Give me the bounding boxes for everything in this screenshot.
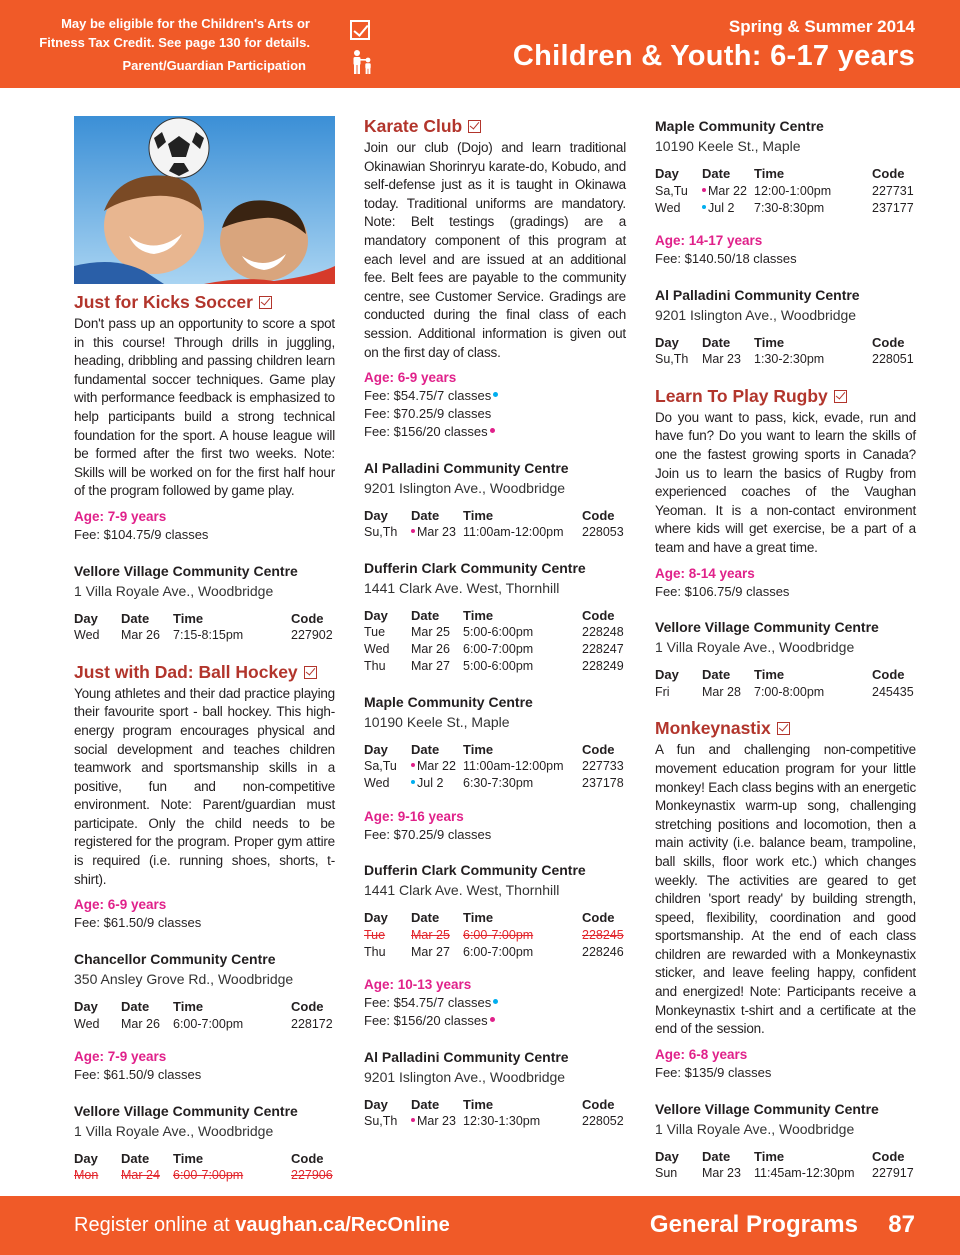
cell-day: Tue <box>364 625 386 640</box>
cell-day: Wed <box>74 628 100 643</box>
table-header <box>655 334 916 351</box>
location-name: Maple Community Centre <box>655 118 824 134</box>
soccer-kids-photo <box>74 116 335 284</box>
fee <box>364 387 626 405</box>
program-description: Join our club (Dojo) and learn traditional Okinawian Shorinryu karate-do, Kobudo, and self-defense just as it is taught in Okinawa today. Traditional uniforms are mandatory. Note: Belt testings (gradings) are a mandatory component of this program at each level and are issued at an additional fee. Belt fees are payable to the community centre, see Customer Service. Gradings are conducted during the final class of each session. Additional information is given out on the first day of class. <box>364 140 626 360</box>
schedule-table <box>655 1148 916 1182</box>
cell-time: 11:00am-12:00pm <box>463 759 564 774</box>
program-karate-continued <box>655 116 916 368</box>
header-date: Date <box>411 1096 440 1112</box>
cell-code: 227902 <box>291 628 333 643</box>
location-name: Dufferin Clark Community Centre <box>364 862 586 879</box>
location-name: Chancellor Community Centre <box>74 951 276 968</box>
header-date: Date <box>702 1148 731 1164</box>
checkbox-icon <box>834 390 847 403</box>
location-address: 1 Villa Royale Ave., Woodbridge <box>74 582 274 599</box>
checkbox-icon <box>304 666 317 679</box>
header-date: Date <box>702 334 731 350</box>
fee: Fee: $61.50/9 classes <box>74 915 202 931</box>
header-time: Time <box>463 507 494 523</box>
cell-date: Mar 26 <box>121 1016 160 1031</box>
fee <box>364 1012 626 1030</box>
header-day: Day <box>364 741 388 757</box>
table-row-cancelled <box>364 926 626 943</box>
cell-time: 5:00-6:00pm <box>463 659 534 674</box>
location <box>655 116 916 216</box>
cell-day: Wed <box>74 1016 100 1031</box>
table-row <box>364 1113 626 1130</box>
schedule-table <box>655 165 916 216</box>
cell-code: 228052 <box>582 1114 624 1129</box>
program-description: Don't pass up an opportunity to score a spot in this course! Through drills in juggling, heading, dribbling and passing children learn fundamental soccer techniques. Game play with performance feedback is emphasized to help participants build a strong technical foundation for the sport. A house league will be formed after the first two weeks. Note: Skills will be worked on for the first half hour of the program followed by game play. <box>74 316 335 499</box>
table-row <box>364 658 626 675</box>
location <box>655 285 916 368</box>
program-karate <box>364 116 626 1130</box>
blue-dot-marker <box>411 780 415 784</box>
cell-time: 6:00-7:00pm <box>463 927 534 942</box>
location-address: 1441 Clark Ave. West, Thornhill <box>364 882 560 899</box>
header-day: Day <box>364 910 388 926</box>
cell-date: Mar 25 <box>411 625 450 640</box>
header-code: Code <box>872 1148 905 1164</box>
location-name: Vellore Village Community Centre <box>655 619 879 636</box>
cell-date-text: Mar 23 <box>417 1114 456 1129</box>
cell-date: Mar 27 <box>411 659 450 674</box>
schedule-table <box>364 1096 626 1130</box>
location-name: Vellore Village Community Centre <box>655 1100 879 1117</box>
program-title <box>74 662 335 683</box>
location-name: Al Palladini Community Centre <box>655 286 860 303</box>
header-time: Time <box>754 334 785 350</box>
cell-date: Mar 24 <box>121 1168 160 1183</box>
table-row <box>364 775 626 792</box>
fee: Fee: $61.50/9 classes <box>74 1067 202 1083</box>
legend-icons <box>348 20 378 74</box>
register-link[interactable]: vaughan.ca/RecOnline <box>235 1214 450 1236</box>
parent-participation-label: Parent/Guardian Participation <box>122 58 306 73</box>
location-address: 1441 Clark Ave. West, Thornhill <box>364 579 560 596</box>
header-date: Date <box>121 1150 150 1166</box>
program-title-text: Learn To Play Rugby <box>655 385 828 406</box>
age-range: Age: 14-17 years <box>655 233 763 248</box>
header-code: Code <box>872 334 905 350</box>
cell-time: 12:00-1:00pm <box>754 183 832 198</box>
location-name: Al Palladini Community Centre <box>364 459 569 476</box>
cell-code: 227917 <box>872 1166 914 1181</box>
table-row <box>364 758 626 775</box>
cell-day: Tue <box>364 927 386 942</box>
page-number: 87 <box>888 1211 915 1238</box>
location <box>364 458 626 541</box>
fee <box>364 423 626 441</box>
cell-time: 6:30-7:30pm <box>463 776 534 791</box>
location-address: 10190 Keele St., Maple <box>364 713 510 730</box>
table-header <box>74 1150 335 1167</box>
header-day: Day <box>655 334 679 350</box>
location <box>364 860 626 960</box>
location-name: Vellore Village Community Centre <box>74 562 298 579</box>
header-code: Code <box>582 507 615 523</box>
header-time: Time <box>173 999 204 1015</box>
cell-time: 6:00-7:00pm <box>463 642 534 657</box>
page-footer <box>0 1196 960 1255</box>
header-day: Day <box>364 507 388 523</box>
pink-dot-marker <box>411 1118 415 1122</box>
cell-code: 228053 <box>582 525 624 540</box>
cell-code: 228246 <box>582 944 624 959</box>
cell-time: 7:00-8:00pm <box>754 684 825 699</box>
table-header <box>364 1096 626 1113</box>
age-range: Age: 6-9 years <box>74 897 167 913</box>
program-title <box>364 116 626 137</box>
location-name: Al Palladini Community Centre <box>364 1048 569 1065</box>
pink-dot-marker <box>411 763 415 767</box>
tax-credit-note-line1: May be eligible for the Children's Arts or <box>61 16 310 31</box>
cell-code: 228247 <box>582 642 624 657</box>
location-address: 1 Villa Royale Ave., Woodbridge <box>655 1120 855 1137</box>
cell-date: Mar 25 <box>411 927 450 942</box>
cell-day: Su,Th <box>364 1114 398 1129</box>
program-description: Young athletes and their dad practice playing their favourite sport - ball hockey. This high-energy program encourages physical and social development and teaches children teamwork and sportsmanship skills in a positive, fun and non-competitive environment. Note: Parent/guardian must participate. Only the child needs to be registered for the program. Proper gym attire is required (i.e. running shoes, shorts, t-shirt). <box>74 685 335 887</box>
table-header <box>74 610 335 627</box>
program-title <box>655 386 916 407</box>
table-header <box>364 909 626 926</box>
register-prefix: Register online at <box>74 1214 236 1236</box>
header-day: Day <box>655 667 679 683</box>
table-row <box>655 683 916 700</box>
age-range: Age: 6-8 years <box>655 1046 748 1062</box>
header-code: Code <box>291 610 324 626</box>
cell-date <box>411 775 463 792</box>
location <box>74 949 335 1032</box>
schedule-table <box>655 334 916 368</box>
table-row <box>364 943 626 960</box>
header-date: Date <box>121 610 150 626</box>
section-name: General Programs <box>649 1211 858 1238</box>
cell-day: Thu <box>364 944 386 959</box>
cell-date <box>702 199 754 216</box>
table-row <box>655 182 916 199</box>
header-time: Time <box>463 910 494 926</box>
cell-code: 228248 <box>582 625 624 640</box>
table-header <box>364 741 626 758</box>
location <box>74 1101 335 1184</box>
cell-code: 228245 <box>582 927 624 942</box>
blue-dot-marker <box>493 999 498 1004</box>
header-code: Code <box>291 1150 324 1166</box>
header-date: Date <box>411 507 440 523</box>
parent-child-icon <box>348 50 378 74</box>
header-time: Time <box>463 1096 494 1112</box>
cell-time: 7:30-8:30pm <box>754 200 825 215</box>
page-header <box>0 0 960 88</box>
table-row <box>74 627 335 644</box>
header-code: Code <box>582 607 615 623</box>
cell-date <box>411 524 463 541</box>
pink-dot-marker <box>411 529 415 533</box>
cell-code: 228249 <box>582 659 624 674</box>
cell-time: 1:30-2:30pm <box>754 352 825 367</box>
schedule-table <box>364 507 626 541</box>
location-name: Dufferin Clark Community Centre <box>364 559 586 576</box>
schedule-table <box>655 666 916 700</box>
program-monkeynastix <box>655 718 916 1181</box>
program-soccer <box>74 292 335 644</box>
location-address: 350 Ansley Grove Rd., Woodbridge <box>74 971 294 988</box>
column-3 <box>655 116 916 1182</box>
fee: Fee: $70.25/9 classes <box>364 826 492 842</box>
cell-code: 227906 <box>291 1168 333 1183</box>
table-row <box>655 199 916 216</box>
fee <box>364 994 626 1012</box>
table-row <box>655 1165 916 1182</box>
cell-day: Mon <box>74 1168 99 1183</box>
fee: Fee: $140.50/18 classes <box>655 251 797 266</box>
header-code: Code <box>582 910 615 926</box>
tax-credit-note <box>30 14 310 52</box>
schedule-table <box>74 610 335 644</box>
cell-date <box>702 182 754 199</box>
header-time: Time <box>173 610 204 626</box>
table-row-cancelled <box>74 1167 335 1184</box>
location-address: 1 Villa Royale Ave., Woodbridge <box>655 639 855 656</box>
fee-text: Fee: $54.75/7 classes <box>364 388 492 404</box>
cell-day: Wed <box>364 776 390 791</box>
header-date: Date <box>411 607 440 623</box>
location-address: 9201 Islington Ave., Woodbridge <box>655 306 857 323</box>
table-row <box>364 641 626 658</box>
header-day: Day <box>74 999 98 1015</box>
cell-date: Mar 26 <box>411 642 450 657</box>
location-name: Maple Community Centre <box>364 693 533 710</box>
header-day: Day <box>74 1150 98 1166</box>
header-time: Time <box>173 1150 204 1166</box>
cell-date: Mar 26 <box>121 628 160 643</box>
schedule-table <box>364 909 626 960</box>
cell-date: Mar 23 <box>702 1166 741 1181</box>
location <box>655 617 916 700</box>
program-ball-hockey <box>74 662 335 1184</box>
location-address: 10190 Keele St., Maple <box>655 138 801 154</box>
header-code: Code <box>872 667 905 683</box>
table-header <box>655 1148 916 1165</box>
cell-time: 6:00-7:00pm <box>173 1016 244 1031</box>
pink-dot-marker <box>702 188 706 192</box>
table-row <box>364 624 626 641</box>
table-header <box>74 998 335 1015</box>
cell-date-text: Jul 2 <box>417 776 444 791</box>
cell-date: Mar 23 <box>702 352 741 367</box>
header-date: Date <box>702 667 731 683</box>
schedule-table <box>364 607 626 675</box>
season-label: Spring & Summer 2014 <box>728 17 915 36</box>
program-title-text: Karate Club <box>364 116 463 136</box>
cell-day: Sa,Tu <box>655 183 688 198</box>
cell-date <box>411 1113 463 1130</box>
program-title-text: Just for Kicks Soccer <box>74 292 253 312</box>
cell-date-text: Jul 2 <box>708 200 735 215</box>
table-header <box>655 666 916 683</box>
cell-day: Wed <box>655 200 681 215</box>
checkbox-icon <box>468 120 481 133</box>
cell-code: 227731 <box>872 183 914 198</box>
cell-date <box>411 758 463 775</box>
schedule-table <box>74 1150 335 1184</box>
header-time: Time <box>463 741 494 757</box>
fee: Fee: $104.75/9 classes <box>74 526 209 542</box>
checkbox-icon <box>259 296 272 309</box>
cell-date: Mar 28 <box>702 684 741 699</box>
header-date: Date <box>411 741 440 757</box>
pink-dot-marker <box>490 1017 495 1022</box>
header-time: Time <box>463 607 494 623</box>
cell-code: 228172 <box>291 1016 333 1031</box>
location-name: Vellore Village Community Centre <box>74 1102 298 1119</box>
program-description: A fun and challenging non-competitive movement education program for your little monkey! Each class begins with an energetic Monkeynastix warm-up song, challenging stretching positions and locomotion, then a main activity (i.e. balance beam, trampoline, ball skills, floor work etc.) which changes weekly. The activities are geared to get children 'sport ready' by building strength, speed, flexibility, coordination and good sportsmanship. At the end of each class children are rewarded with a Monkeynastix sticker, and leave feeling happy, confident and energized! Note: Participants receive a Monkeynastix t-shirt and a certificate at the end of the session. <box>655 742 916 1037</box>
cell-day: Su,Th <box>655 352 689 367</box>
header-code: Code <box>582 741 615 757</box>
pink-dot-marker <box>490 428 495 433</box>
cell-time: 12:30-1:30pm <box>463 1114 541 1129</box>
cell-date-text: Mar 22 <box>417 759 456 774</box>
age-range: Age: 7-9 years <box>74 508 167 524</box>
table-row <box>655 351 916 368</box>
age-range: Age: 8-14 years <box>655 565 755 581</box>
fee-text: Fee: $156/20 classes <box>364 423 488 439</box>
tax-credit-note-line2: Fitness Tax Credit. See page 130 for details. <box>39 35 310 50</box>
page-title: Children & Youth: 6-17 years <box>512 40 915 72</box>
cell-time: 11:45am-12:30pm <box>754 1166 855 1181</box>
program-description: Do you want to pass, kick, evade, run and have fun? Do you want to learn the skills of one the fastest growing sports in Canada? Join us to learn the basics of Rugby from experienced coaches of the Vaughan Yeoman. It is a non-contact environment where kids will get exercise, be a part of a team and have a great time. <box>655 409 916 555</box>
cell-code: 237177 <box>872 200 914 215</box>
cell-day: Fri <box>655 684 670 699</box>
cell-time: 7:15-8:15pm <box>173 628 244 643</box>
header-time: Time <box>754 1148 785 1164</box>
header-day: Day <box>655 1148 679 1164</box>
cell-date-text: Mar 22 <box>708 183 747 198</box>
header-date: Date <box>702 166 731 181</box>
cell-time: 5:00-6:00pm <box>463 625 534 640</box>
program-title <box>74 292 335 313</box>
register-online <box>74 1214 450 1237</box>
header-code: Code <box>291 999 324 1015</box>
fee-text: Fee: $156/20 classes <box>364 1013 488 1029</box>
location-address: 9201 Islington Ave., Woodbridge <box>364 1068 566 1085</box>
cell-code: 228051 <box>872 352 914 367</box>
cell-time: 6:00-7:00pm <box>173 1168 244 1183</box>
blue-dot-marker <box>702 205 706 209</box>
cell-code: 227733 <box>582 759 624 774</box>
table-row <box>364 524 626 541</box>
program-title-text: Monkeynastix <box>655 718 771 739</box>
table-header <box>364 607 626 624</box>
age-range: Age: 10-13 years <box>364 977 472 993</box>
location <box>74 561 335 644</box>
schedule-table <box>364 741 626 792</box>
schedule-table <box>74 998 335 1032</box>
header-time: Time <box>754 166 785 181</box>
column-1 <box>74 116 335 1184</box>
program-title-text: Just with Dad: Ball Hockey <box>74 661 298 682</box>
program-rugby <box>655 386 916 701</box>
location-address: 9201 Islington Ave., Woodbridge <box>364 479 566 496</box>
checkbox-icon <box>350 20 370 40</box>
age-range: Age: 7-9 years <box>74 1049 167 1065</box>
blue-dot-marker <box>493 392 498 397</box>
header-code: Code <box>582 1096 615 1112</box>
table-header <box>655 165 916 182</box>
fee: Fee: $135/9 classes <box>655 1064 772 1080</box>
cell-code: 245435 <box>872 684 914 699</box>
cell-day: Wed <box>364 642 390 657</box>
header-day: Day <box>364 607 388 623</box>
location <box>364 692 626 792</box>
cell-day: Thu <box>364 659 386 674</box>
fee: Fee: $70.25/9 classes <box>364 405 492 421</box>
cell-day: Su,Th <box>364 525 398 540</box>
cell-day: Sa,Tu <box>364 759 397 774</box>
age-range: Age: 9-16 years <box>364 808 464 824</box>
checkbox-icon <box>777 722 790 735</box>
fee: Fee: $106.75/9 classes <box>655 583 790 599</box>
location-address: 1 Villa Royale Ave., Woodbridge <box>74 1122 274 1139</box>
table-row <box>74 1015 335 1032</box>
header-day: Day <box>74 610 98 626</box>
cell-time: 6:00-7:00pm <box>463 944 534 959</box>
header-day: Day <box>364 1096 388 1112</box>
fee-text: Fee: $54.75/7 classes <box>364 995 492 1011</box>
header-time: Time <box>754 667 785 683</box>
header-day: Day <box>655 166 679 181</box>
age-range: Age: 6-9 years <box>364 370 457 386</box>
cell-time: 11:00am-12:00pm <box>463 525 564 540</box>
cell-date-text: Mar 23 <box>417 525 456 540</box>
table-header <box>364 507 626 524</box>
header-date: Date <box>411 910 440 926</box>
cell-code: 237178 <box>582 776 624 791</box>
header-code: Code <box>872 166 905 181</box>
location <box>655 1099 916 1182</box>
cell-day: Sun <box>655 1166 678 1181</box>
header-date: Date <box>121 999 150 1015</box>
location <box>364 1047 626 1130</box>
cell-date: Mar 27 <box>411 944 450 959</box>
program-title <box>655 718 916 739</box>
location <box>364 558 626 675</box>
column-2 <box>364 116 626 1130</box>
